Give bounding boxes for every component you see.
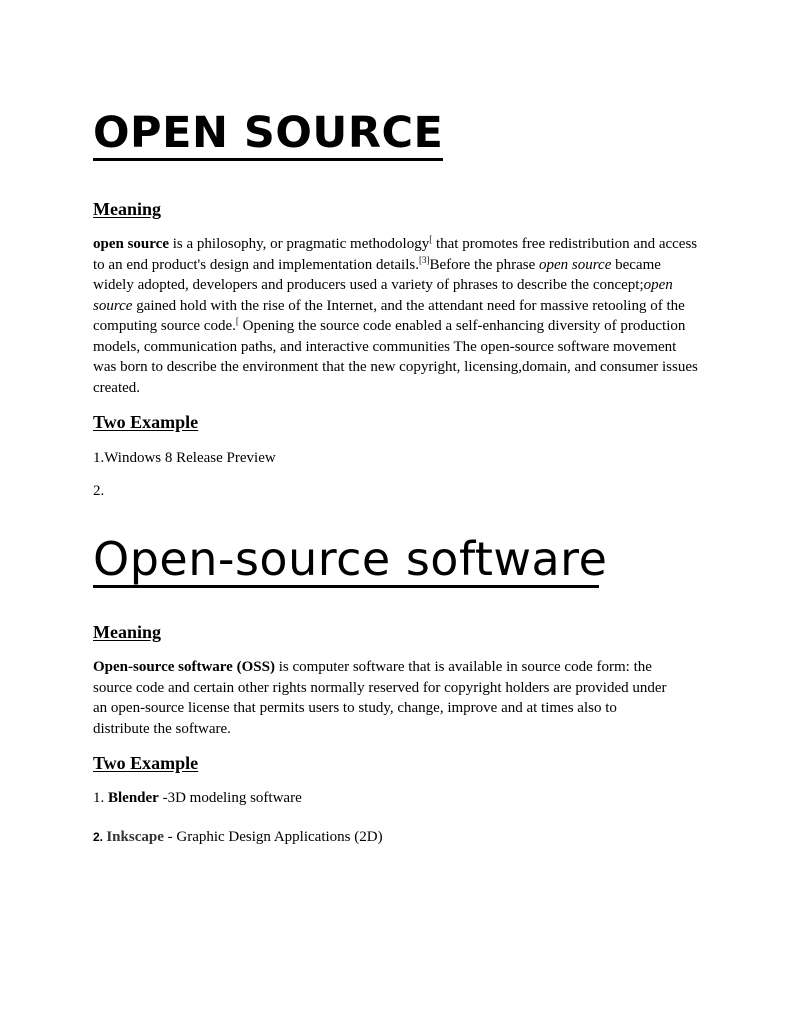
oss-para-text: is computer software that is available in source code form: the source code and certain other rights normally reserved for copyright holders are provided under an open-source license that permits users to study, change, improve and at times also to distribute the software. (93, 659, 667, 737)
citation-4[interactable]: [ (235, 316, 239, 326)
open-source-paragraph (93, 234, 698, 398)
citation-1[interactable]: [ (429, 234, 433, 244)
section-title-open-source: OPEN SOURCE (93, 112, 443, 161)
oss-example-2-desc: - Graphic Design Applications (2D) (163, 829, 383, 845)
meaning-heading-1: Meaning (93, 199, 162, 219)
oss-example-1 (93, 790, 302, 807)
italic-open-source-2: open source (93, 277, 673, 314)
oss-example-1-number: 1. (93, 790, 108, 806)
example-item-2: 2. (93, 483, 105, 499)
example-item-1: 1.Windows 8 Release Preview (93, 450, 276, 466)
para-text-3: Before the phrase (429, 256, 540, 273)
para-text-5: gained hold with the rise of the Internet, and the attendant need for massive retooling of the computing source code. (93, 297, 685, 334)
para-text-1: is a philosophy, or pragmatic methodology (168, 236, 430, 252)
oss-example-2-number: 2. (93, 830, 107, 844)
para-text-6: Opening the source code enabled a self-enhancing diversity of production models, communication paths, and interactive communities The open-source software movement was born to describe the environment that the new copyright, licensing,domain, and consumer issues created. (93, 318, 698, 396)
term-oss: Open-source software (OSS) (93, 659, 275, 675)
para-text-4: became widely adopted, developers and producers used a variety of phrases to describe the concept; (93, 256, 661, 293)
examples-heading-2: Two Example (93, 753, 199, 773)
oss-example-2 (93, 829, 383, 846)
term-open-source: open source (93, 236, 169, 252)
section-title-open-source-software: Open-source software (93, 532, 608, 586)
italic-open-source-1: open source (539, 256, 612, 273)
oss-example-1-desc: -3D modeling software (158, 790, 302, 806)
oss-paragraph (93, 657, 673, 739)
citation-3[interactable]: [3] (418, 254, 430, 265)
para-text-2: that promotes free redistribution and access to an end product's design and implementation details. (93, 236, 698, 273)
oss-example-1-name: Blender (108, 790, 159, 806)
oss-example-2-name: Inkscape (106, 829, 164, 845)
meaning-heading-2: Meaning (93, 622, 162, 642)
examples-heading-1: Two Example (93, 412, 199, 432)
